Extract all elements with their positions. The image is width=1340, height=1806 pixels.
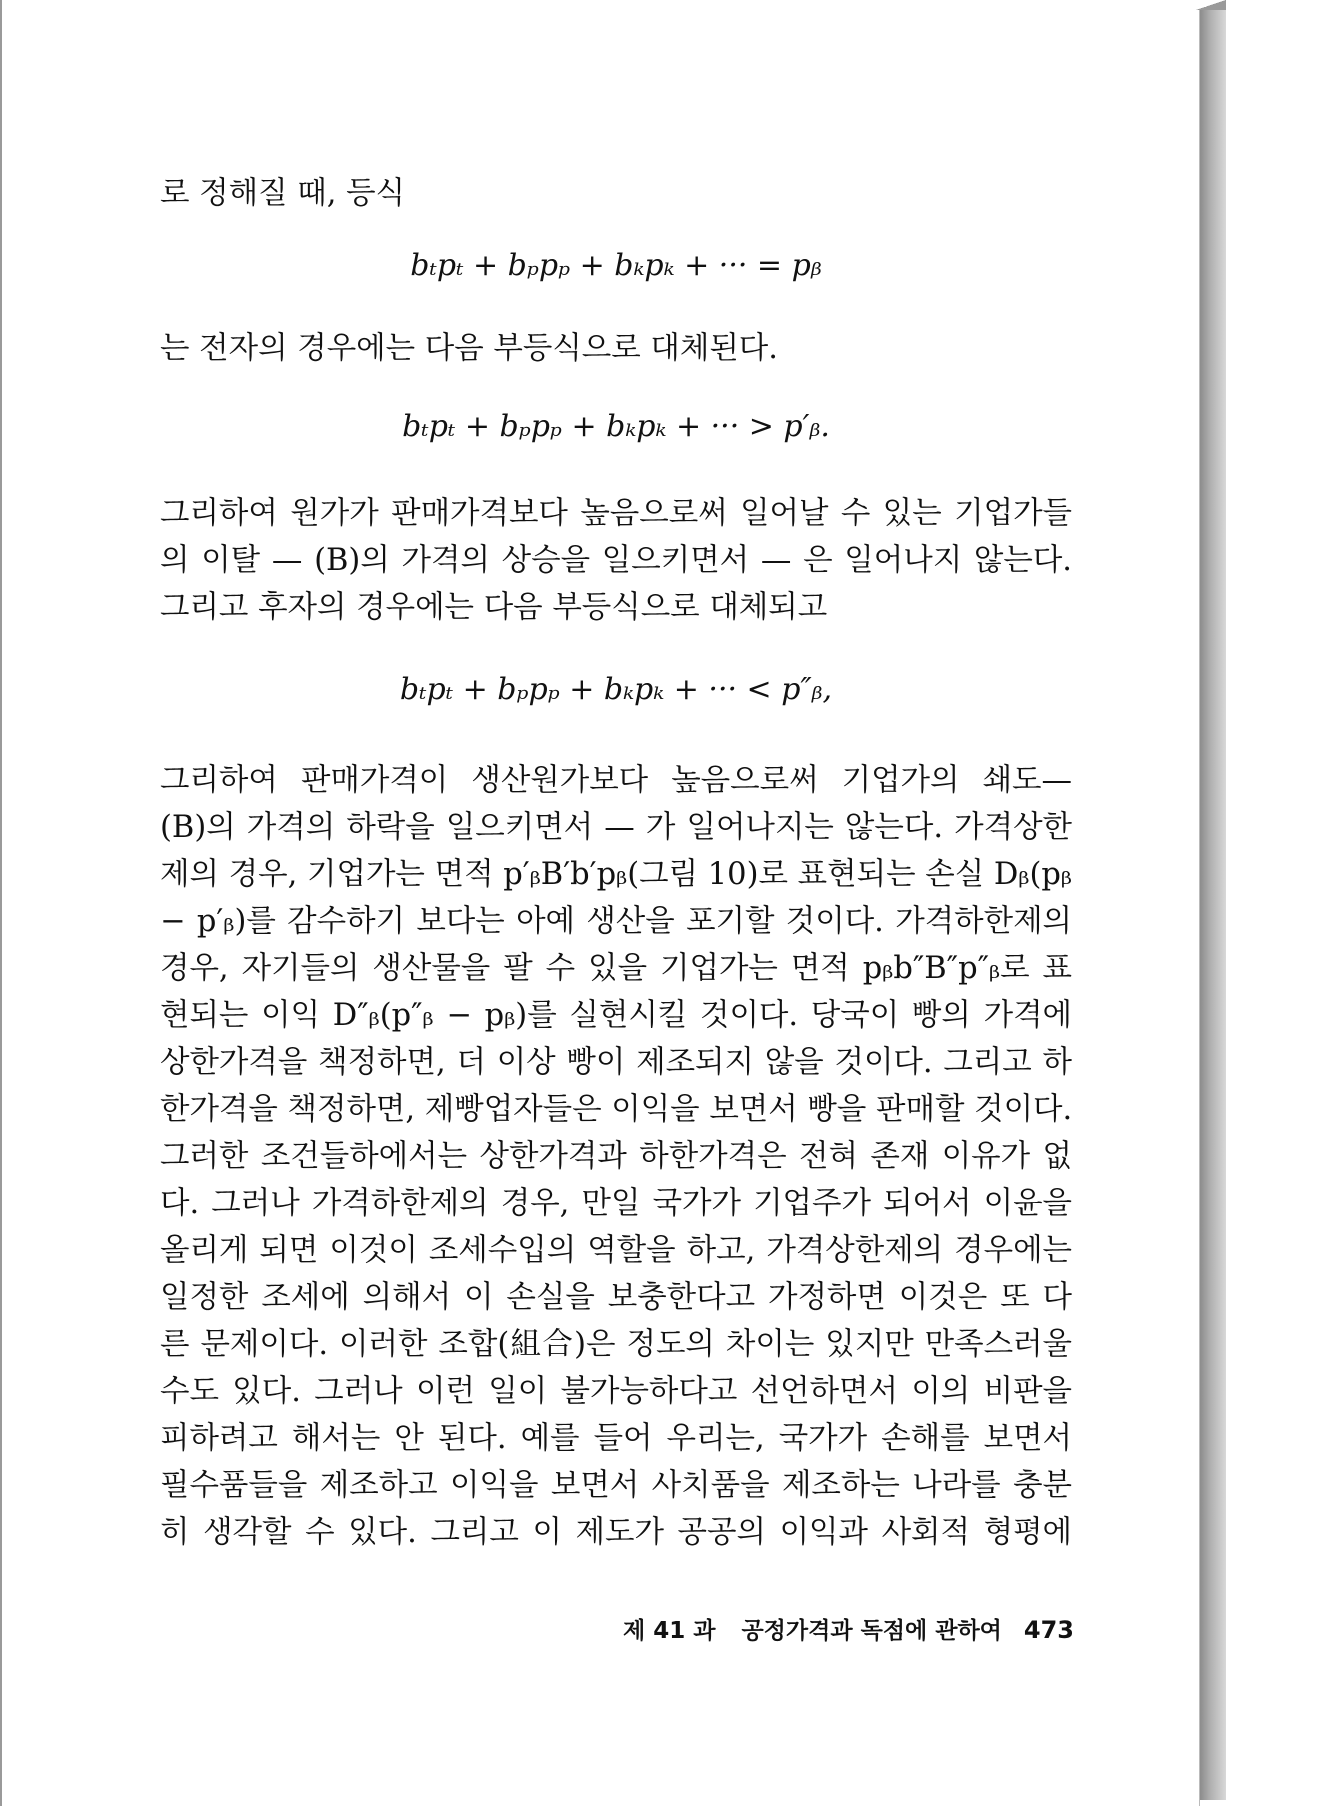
chapter-label: 제 41 과	[623, 1618, 716, 1644]
paragraph-2	[160, 490, 1072, 631]
equation-1: bₜpₜ + bₚpₚ + bₖpₖ + ··· = pᵦ	[410, 248, 822, 283]
equation-2: bₜpₜ + bₚpₚ + bₖpₖ + ··· > p′ᵦ.	[402, 409, 830, 444]
text-line: − p′ᵦ)를 감수하기 보다는 아예 생산을 포기할 것이다. 가격하한제의	[160, 904, 1072, 939]
text-line: 경우, 자기들의 생산물을 팔 수 있을 기업가는 면적 pᵦb″B″p″ᵦ로 표	[160, 951, 1072, 986]
text-line: 상한가격을 책정하면, 더 이상 빵이 제조되지 않을 것이다. 그리고 하	[160, 1045, 1072, 1080]
text-line: 필수품들을 제조하고 이익을 보면서 사치품을 제조하는 나라를 충분	[160, 1468, 1072, 1503]
chapter-title: 공정가격과 독점에 관하여	[741, 1618, 1002, 1644]
text-line: 수도 있다. 그러나 이런 일이 불가능하다고 선언하면서 이의 비판을	[160, 1374, 1072, 1409]
text-line: 그리하여 원가가 판매가격보다 높음으로써 일어날 수 있는 기업가들	[160, 496, 1072, 531]
running-footer	[162, 1612, 1074, 1645]
page-corner	[1196, 0, 1226, 10]
equation-3: bₜpₜ + bₚpₚ + bₖpₖ + ··· < p″ᵦ,	[399, 672, 833, 707]
page-number: 473	[1023, 1616, 1074, 1644]
text-line: 현되는 이익 D″ᵦ(p″ᵦ − pᵦ)를 실현시킬 것이다. 당국이 빵의 가격에	[160, 998, 1072, 1033]
intro-text: 로 정해질 때, 등식	[160, 176, 406, 211]
text-line: 그러한 조건들하에서는 상한가격과 하한가격은 전혀 존재 이유가 없	[160, 1139, 1072, 1174]
text-line: 히 생각할 수 있다. 그리고 이 제도가 공공의 이익과 사회적 형평에	[160, 1515, 1072, 1550]
text-line: 올리게 되면 이것이 조세수입의 역할을 하고, 가격상한제의 경우에는	[160, 1233, 1072, 1268]
text-line: 한가격을 책정하면, 제빵업자들은 이익을 보면서 빵을 판매할 것이다.	[160, 1092, 1073, 1127]
text-line: 다. 그러나 가격하한제의 경우, 만일 국가가 기업주가 되어서 이윤을	[160, 1186, 1072, 1221]
text-line: 일정한 조세에 의해서 이 손실을 보충한다고 가정하면 이것은 또 다	[160, 1280, 1072, 1315]
page-body	[160, 170, 1072, 1556]
paragraph-1: 는 전자의 경우에는 다음 부등식으로 대체된다.	[160, 331, 778, 366]
text-line: 제의 경우, 기업가는 면적 p′ᵦB′b′pᵦ(그림 10)로 표현되는 손실 Dᵦ(pᵦ	[160, 857, 1072, 892]
paragraph-3	[160, 757, 1072, 1556]
text-line: 른 문제이다. 이러한 조합(組合)은 정도의 차이는 있지만 만족스러울	[160, 1327, 1072, 1362]
text-line: (B)의 가격의 하락을 일으키면서 — 가 일어나지는 않는다. 가격상한	[160, 810, 1072, 845]
page-stack-edge	[1200, 6, 1226, 1800]
text-line: 그리고 후자의 경우에는 다음 부등식으로 대체되고	[160, 590, 828, 625]
text-line: 피하려고 해서는 안 된다. 예를 들어 우리는, 국가가 손해를 보면서	[160, 1421, 1072, 1456]
text-line: 그리하여 판매가격이 생산원가보다 높음으로써 기업가의 쇄도—	[160, 763, 1072, 798]
text-line: 의 이탈 — (B)의 가격의 상승을 일으키면서 — 은 일어나지 않는다.	[160, 543, 1072, 578]
